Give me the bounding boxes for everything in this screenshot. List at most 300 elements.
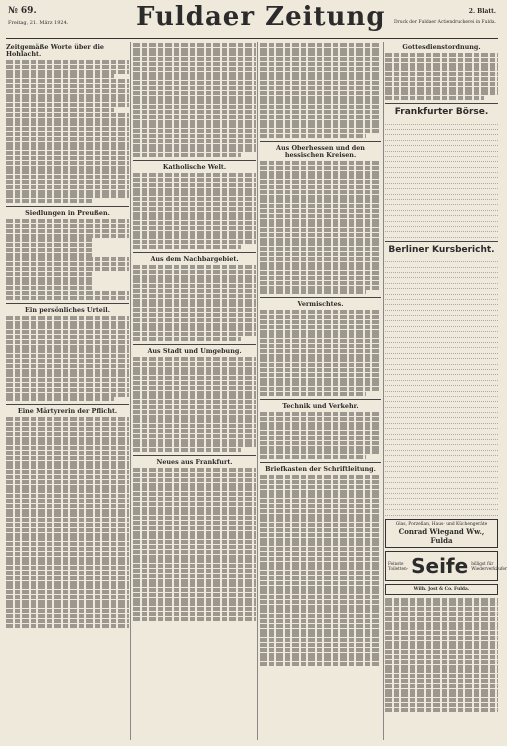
text-line xyxy=(133,183,256,187)
text-line xyxy=(6,79,129,83)
text-line xyxy=(133,192,256,196)
text-line xyxy=(260,542,381,546)
divider xyxy=(260,141,381,142)
text-line xyxy=(260,195,381,199)
text-line xyxy=(133,579,256,583)
text-line xyxy=(260,134,366,138)
text-line xyxy=(260,76,381,80)
text-line xyxy=(6,84,129,88)
text-line xyxy=(260,590,381,594)
text-line xyxy=(6,272,92,276)
text-line xyxy=(260,552,381,556)
ad-side-left: Feinste Toiletten- xyxy=(388,560,409,571)
text-line xyxy=(260,81,381,85)
text-line xyxy=(6,199,92,203)
text-line xyxy=(6,494,129,498)
text-line xyxy=(6,566,129,570)
text-line xyxy=(6,60,129,64)
text-line xyxy=(133,448,241,452)
text-line xyxy=(385,684,498,688)
text-line xyxy=(133,43,256,47)
text-line xyxy=(260,325,381,329)
text-line xyxy=(6,475,129,479)
text-line xyxy=(260,490,381,494)
text-line xyxy=(133,67,256,71)
ad-line: Glas, Porzellan, Haus- und Küchengeräte xyxy=(395,521,488,527)
text-line xyxy=(133,550,256,554)
text-line xyxy=(6,446,129,450)
text-line xyxy=(6,238,92,242)
text-line xyxy=(260,252,381,256)
text-line xyxy=(385,645,498,649)
text-line xyxy=(133,212,256,216)
text-line xyxy=(133,100,256,104)
headline: Ein persönliches Urteil. xyxy=(25,305,110,314)
text-line xyxy=(260,43,381,47)
text-line xyxy=(260,581,381,585)
text-line xyxy=(260,586,381,590)
text-line xyxy=(6,427,129,431)
text-line xyxy=(260,387,381,391)
text-line xyxy=(260,648,381,652)
text-line xyxy=(6,465,129,469)
text-line xyxy=(260,373,381,377)
text-line xyxy=(260,86,381,90)
text-line xyxy=(385,636,498,640)
text-line xyxy=(6,291,129,295)
text-line xyxy=(6,528,129,532)
column-divider xyxy=(383,42,384,740)
text-line xyxy=(133,439,256,443)
text-line xyxy=(133,391,256,395)
text-line xyxy=(260,412,381,416)
text-line xyxy=(6,614,129,618)
text-line xyxy=(6,248,92,252)
text-line xyxy=(385,63,498,67)
text-line xyxy=(133,173,256,177)
text-line xyxy=(133,323,256,327)
text-line xyxy=(133,511,256,515)
text-line xyxy=(385,77,498,81)
text-line xyxy=(6,581,129,585)
column-1 xyxy=(6,42,129,742)
column-4 xyxy=(385,42,507,742)
text-line xyxy=(6,296,129,300)
text-line xyxy=(260,72,381,76)
text-line xyxy=(260,349,381,353)
text-line xyxy=(6,142,129,146)
text-line xyxy=(6,388,129,392)
text-line xyxy=(260,52,381,56)
text-line xyxy=(260,315,381,319)
text-line xyxy=(6,533,129,537)
text-line xyxy=(260,271,381,275)
text-line xyxy=(260,120,381,124)
text-line xyxy=(133,188,256,192)
headline: Vermischtes. xyxy=(297,300,344,309)
text-line xyxy=(133,275,256,279)
text-line xyxy=(6,417,129,421)
text-line xyxy=(133,410,256,414)
text-line xyxy=(260,499,381,503)
text-line xyxy=(260,480,381,484)
text-line xyxy=(260,190,381,194)
text-line xyxy=(133,139,256,143)
divider xyxy=(6,206,129,207)
text-line xyxy=(133,415,256,419)
text-line xyxy=(260,638,381,642)
text-line xyxy=(133,468,256,472)
text-line xyxy=(133,569,256,573)
text-line xyxy=(260,382,381,386)
text-line xyxy=(260,48,381,52)
text-line xyxy=(6,108,114,112)
text-line xyxy=(260,100,381,104)
text-line xyxy=(260,67,381,71)
text-line xyxy=(133,502,256,506)
text-line xyxy=(133,602,256,606)
table-row xyxy=(385,232,498,237)
text-line xyxy=(133,115,256,119)
text-line xyxy=(260,509,381,513)
text-line xyxy=(385,655,498,659)
text-line xyxy=(133,240,256,244)
text-line xyxy=(260,185,381,189)
text-line xyxy=(6,156,129,160)
text-line xyxy=(6,345,129,349)
text-line xyxy=(133,483,256,487)
issue-date: Freitag, 21. März 1924. xyxy=(8,20,69,26)
text-line xyxy=(133,607,256,611)
text-line xyxy=(385,626,498,630)
text-line xyxy=(6,504,129,508)
table-row xyxy=(385,510,498,515)
text-line xyxy=(260,358,381,362)
text-line xyxy=(260,171,381,175)
text-line xyxy=(133,110,256,114)
text-line xyxy=(260,238,381,242)
text-line xyxy=(133,318,256,322)
text-line xyxy=(260,281,381,285)
text-line xyxy=(6,65,129,69)
text-line xyxy=(6,180,129,184)
text-line xyxy=(6,89,129,93)
text-line xyxy=(133,96,256,100)
text-line xyxy=(133,91,256,95)
text-line xyxy=(133,419,256,423)
text-line xyxy=(260,422,381,426)
advertisement-soap xyxy=(385,551,507,581)
text-line xyxy=(6,499,129,503)
text-line xyxy=(133,120,256,124)
text-line xyxy=(260,600,381,604)
text-line xyxy=(385,650,498,654)
text-line xyxy=(133,555,256,559)
text-line xyxy=(133,362,256,366)
headline: Aus Stadt und Umgebung. xyxy=(147,347,242,356)
text-line xyxy=(260,257,381,261)
text-line xyxy=(6,132,129,136)
advertisement-footer xyxy=(385,584,498,595)
text-line xyxy=(260,566,381,570)
text-line xyxy=(6,364,129,368)
text-line xyxy=(6,595,129,599)
text-line xyxy=(260,485,381,489)
text-line xyxy=(133,371,256,375)
text-line xyxy=(133,245,241,249)
text-line xyxy=(6,262,129,266)
headline: Neues aus Frankfurt. xyxy=(156,458,233,467)
text-line xyxy=(6,552,129,556)
text-line xyxy=(260,571,381,575)
headline: Zeitgemäße Worte über die Hohlacht. xyxy=(6,43,104,58)
text-line xyxy=(133,588,256,592)
text-line xyxy=(385,53,498,57)
sheet-label: 2. Blatt. xyxy=(468,8,496,15)
text-line xyxy=(133,265,256,269)
text-line xyxy=(133,337,241,341)
text-line xyxy=(6,243,92,247)
text-line xyxy=(6,561,129,565)
advertisement-glass xyxy=(385,519,498,548)
text-line xyxy=(260,494,381,498)
text-line xyxy=(260,110,381,114)
text-line xyxy=(6,585,129,589)
text-line xyxy=(260,528,381,532)
text-line xyxy=(260,518,381,522)
text-line xyxy=(133,424,256,428)
text-line xyxy=(260,320,381,324)
text-line xyxy=(260,624,381,628)
text-line xyxy=(260,657,381,661)
publisher-line: Druck der Fuldaer Actiendruckerei in Fulda. xyxy=(393,20,496,25)
divider xyxy=(133,160,256,161)
text-line xyxy=(260,441,381,445)
text-line xyxy=(133,473,256,477)
text-line xyxy=(6,422,129,426)
divider xyxy=(6,404,129,405)
divider xyxy=(385,103,498,104)
column-2 xyxy=(133,42,256,742)
text-line xyxy=(6,349,129,353)
text-line xyxy=(6,437,129,441)
text-line xyxy=(133,144,256,148)
text-line xyxy=(6,185,129,189)
text-line xyxy=(133,86,256,90)
text-line xyxy=(133,289,256,293)
text-line xyxy=(6,547,129,551)
text-line xyxy=(260,431,381,435)
text-line xyxy=(133,129,256,133)
text-line xyxy=(260,129,381,133)
text-line xyxy=(6,373,129,377)
masthead xyxy=(6,4,498,39)
text-line xyxy=(133,497,256,501)
divider xyxy=(133,252,256,253)
text-line xyxy=(385,87,498,91)
text-line xyxy=(385,602,498,606)
text-line xyxy=(6,325,129,329)
text-line xyxy=(260,576,381,580)
text-line xyxy=(6,340,129,344)
text-line xyxy=(260,354,381,358)
text-line xyxy=(6,518,129,522)
text-line xyxy=(6,576,129,580)
text-line xyxy=(133,226,256,230)
text-line xyxy=(133,231,256,235)
ad-company: Conrad Wiegand Ww., Fulda xyxy=(398,526,485,545)
text-line xyxy=(260,417,381,421)
text-line xyxy=(6,103,129,107)
text-line xyxy=(133,124,256,128)
headline: Katholische Welt. xyxy=(162,163,227,172)
text-line xyxy=(260,339,381,343)
text-line xyxy=(385,72,498,76)
text-line xyxy=(133,598,256,602)
text-line xyxy=(385,674,498,678)
divider xyxy=(133,455,256,456)
text-line xyxy=(6,480,129,484)
text-line xyxy=(260,557,381,561)
text-line xyxy=(385,631,498,635)
text-line xyxy=(133,235,256,239)
text-line xyxy=(6,70,129,74)
text-line xyxy=(133,308,256,312)
text-line xyxy=(260,378,381,382)
text-line xyxy=(260,262,381,266)
text-line xyxy=(385,665,498,669)
text-line xyxy=(6,175,129,179)
text-line xyxy=(260,180,381,184)
text-line xyxy=(6,600,129,604)
text-line xyxy=(260,228,381,232)
text-line xyxy=(133,148,256,152)
text-line xyxy=(133,564,256,568)
text-line xyxy=(6,146,129,150)
text-line xyxy=(6,94,129,98)
text-line xyxy=(385,660,498,664)
text-line xyxy=(133,76,256,80)
text-line xyxy=(133,327,256,331)
text-line xyxy=(260,533,381,537)
text-line xyxy=(133,178,256,182)
text-line xyxy=(385,689,498,693)
text-line xyxy=(6,234,129,238)
stock-table xyxy=(385,119,498,238)
text-line xyxy=(6,557,129,561)
text-line xyxy=(133,531,256,535)
text-line xyxy=(6,286,92,290)
text-line xyxy=(260,633,381,637)
text-line xyxy=(260,595,381,599)
divider xyxy=(260,462,381,463)
text-line xyxy=(260,436,381,440)
stock-exchange-title: Berliner Kursbericht. xyxy=(388,244,495,255)
headline: Eine Märtyrerin der Pflicht. xyxy=(17,407,118,416)
headline: Technik und Verkehr. xyxy=(282,402,359,410)
text-line xyxy=(6,397,114,401)
text-line xyxy=(6,229,129,233)
text-line xyxy=(133,357,256,361)
text-line xyxy=(6,609,129,613)
ad-side-right: billigst für Wiederverkäufer xyxy=(471,560,507,571)
text-line xyxy=(133,487,256,491)
text-line xyxy=(260,166,381,170)
text-line xyxy=(133,434,256,438)
text-line xyxy=(6,489,129,493)
text-line xyxy=(260,57,381,61)
text-line xyxy=(260,547,381,551)
text-line xyxy=(260,290,366,294)
text-line xyxy=(6,513,129,517)
text-line xyxy=(260,653,381,657)
text-line xyxy=(6,604,129,608)
stock-exchange-title: Frankfurter Börse. xyxy=(394,107,489,118)
text-line xyxy=(260,204,381,208)
text-line xyxy=(133,540,256,544)
text-line xyxy=(260,475,381,479)
text-line xyxy=(260,242,381,246)
text-line xyxy=(133,279,256,283)
text-line xyxy=(6,354,129,358)
text-line xyxy=(6,224,129,228)
text-line xyxy=(385,708,498,712)
text-line xyxy=(6,461,129,465)
text-line xyxy=(6,383,129,387)
text-line xyxy=(6,127,129,131)
text-line xyxy=(6,170,129,174)
text-line xyxy=(6,137,129,141)
text-line xyxy=(6,277,92,281)
column-divider xyxy=(130,42,131,740)
text-line xyxy=(133,221,256,225)
text-line xyxy=(133,507,256,511)
text-line xyxy=(260,124,381,128)
text-line xyxy=(260,629,381,633)
text-line xyxy=(260,344,381,348)
text-line xyxy=(260,62,381,66)
text-line xyxy=(260,504,381,508)
text-line xyxy=(260,175,381,179)
text-line xyxy=(133,284,256,288)
text-line xyxy=(6,393,129,397)
text-line xyxy=(260,219,381,223)
text-line xyxy=(385,91,498,95)
text-line xyxy=(133,405,256,409)
text-line xyxy=(6,624,129,628)
text-line xyxy=(133,521,256,525)
text-line xyxy=(133,545,256,549)
text-line xyxy=(6,151,129,155)
headline: Briefkasten der Schriftleitung. xyxy=(265,465,376,474)
text-line xyxy=(6,321,129,325)
text-line xyxy=(385,617,498,621)
text-line xyxy=(260,392,366,396)
text-line xyxy=(6,98,129,102)
text-line xyxy=(133,516,256,520)
text-line xyxy=(133,216,256,220)
text-line xyxy=(133,62,256,66)
text-line xyxy=(133,52,256,56)
text-line xyxy=(133,478,256,482)
text-line xyxy=(133,612,256,616)
divider xyxy=(6,303,129,304)
text-line xyxy=(133,197,256,201)
text-line xyxy=(6,113,129,117)
text-line xyxy=(133,72,256,76)
divider xyxy=(133,344,256,345)
headline: Gottesdienstordnung. xyxy=(402,43,481,51)
